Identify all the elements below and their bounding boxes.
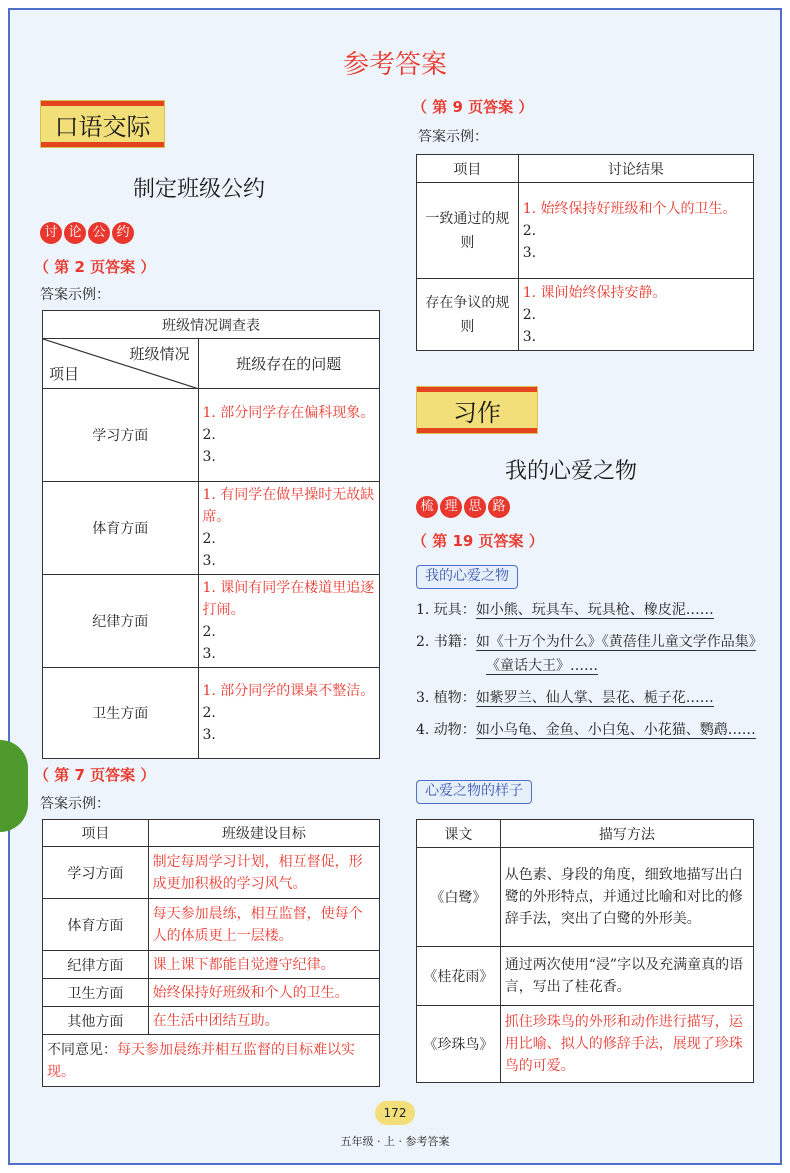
header-bottom-label: 项目 — [49, 365, 80, 383]
table-row — [43, 668, 380, 759]
activity-tag-char: 约 — [112, 222, 134, 244]
list-text: 如紫罗兰、仙人掌、昙花、栀子花…… — [475, 690, 714, 706]
answer-3: 3. — [202, 553, 216, 569]
page-number: 172 — [375, 1101, 415, 1125]
answer-1: 1. 课间有同学在楼道里追逐打闹。 — [202, 580, 375, 618]
table-row — [43, 1007, 380, 1035]
section-banner-oral — [40, 100, 165, 148]
header-col2: 讨论结果 — [518, 155, 753, 183]
row-item: 卫生方面 — [43, 668, 199, 759]
row-item: 纪律方面 — [43, 951, 149, 979]
activity-tag-char: 理 — [440, 496, 462, 518]
row-item: 卫生方面 — [43, 979, 149, 1007]
header-col1: 项目 — [43, 820, 149, 847]
answer-3: 3. — [522, 328, 537, 345]
page-ref-p2: （ 第 2 页答案 ） — [34, 258, 156, 276]
lesson-title: 制定班级公约 — [133, 177, 266, 202]
footer-text: 五年级 · 上 · 参考答案 — [340, 1135, 450, 1148]
page-ref-p9: （ 第 9 页答案 ） — [412, 98, 534, 116]
header-col1: 课文 — [417, 820, 501, 848]
section-banner-writing — [416, 386, 538, 434]
diagonal-header-cell — [43, 339, 199, 389]
table-row — [417, 183, 754, 279]
list-label: 3. 植物： — [416, 690, 476, 706]
activity-tag-char: 路 — [488, 496, 510, 518]
page-title: 参考答案 — [342, 50, 447, 80]
table-row — [43, 1035, 380, 1087]
answer-1: 1. 始终保持好班级和个人的卫生。 — [522, 200, 737, 217]
row-goal: 课上课下都能自觉遵守纪律。 — [148, 951, 379, 979]
description-method-table — [416, 819, 754, 1083]
activity-tag-char: 思 — [464, 496, 486, 518]
row-goal: 始终保持好班级和个人的卫生。 — [148, 979, 379, 1007]
answer-2: 2. — [202, 531, 216, 547]
dissent-label: 不同意见： — [47, 1041, 117, 1058]
row-item: 学习方面 — [43, 389, 199, 482]
header-col1: 项目 — [417, 155, 519, 183]
table-row — [43, 847, 380, 899]
table-row — [43, 899, 380, 951]
row-item: 体育方面 — [43, 899, 149, 951]
list-text: 如《十万个为什么》《黄蓓佳儿童文学作品集》《童话大王》…… — [475, 634, 756, 674]
list-label: 1. 玩具： — [416, 602, 476, 618]
header-top-label: 班级情况 — [129, 345, 190, 363]
answer-2: 2. — [202, 624, 216, 640]
list-text: 如小熊、玩具车、玩具枪、橡皮泥…… — [475, 602, 714, 618]
answer-1: 1. 课间始终保持安静。 — [522, 284, 667, 301]
example-label: 答案示例： — [40, 287, 110, 303]
page-ref-p7: （ 第 7 页答案 ） — [34, 766, 156, 784]
header-col2: 班级存在的问题 — [198, 339, 380, 389]
activity-tag — [40, 222, 134, 244]
list-label: 4. 动物： — [416, 722, 476, 738]
answer-3: 3. — [202, 727, 216, 743]
table-row — [417, 947, 754, 1006]
list-label: 2. 书籍： — [416, 634, 476, 650]
list-item — [416, 718, 756, 742]
answer-2: 2. — [522, 222, 537, 239]
example-label: 答案示例： — [418, 129, 488, 145]
section-banner-label: 习作 — [453, 398, 501, 427]
answer-2: 2. — [202, 427, 216, 443]
dissent-cell — [43, 1035, 380, 1087]
answer-2: 2. — [202, 705, 216, 721]
row-item: 学习方面 — [43, 847, 149, 899]
activity-tag-char: 公 — [88, 222, 110, 244]
row-text: 《白鹭》 — [417, 848, 501, 947]
section-banner-label: 口语交际 — [54, 112, 151, 141]
row-text: 《珍珠鸟》 — [417, 1006, 501, 1083]
table-row — [417, 1006, 754, 1083]
answer-1: 1. 部分同学存在偏科现象。 — [202, 405, 375, 421]
row-item: 一致通过的规则 — [417, 183, 519, 279]
answer-1: 1. 部分同学的课桌不整洁。 — [202, 683, 375, 699]
row-goal: 制定每周学习计划，相互督促，形成更加积极的学习风气。 — [148, 847, 379, 899]
table-row — [43, 389, 380, 482]
list-text: 如小乌龟、金鱼、小白兔、小花猫、鹦鹉…… — [475, 722, 756, 738]
activity-tag — [416, 496, 510, 518]
table-title: 班级情况调查表 — [43, 311, 380, 339]
row-item: 纪律方面 — [43, 575, 199, 668]
table-row — [43, 575, 380, 668]
header-col2: 描写方法 — [500, 820, 753, 848]
subsection-tag-appearance: 心爱之物的样子 — [416, 780, 532, 804]
header-col2: 班级建设目标 — [148, 820, 379, 847]
row-item: 存在争议的规则 — [417, 279, 519, 351]
activity-tag-char: 讨 — [40, 222, 62, 244]
answer-3: 3. — [522, 244, 537, 261]
row-text: 《桂花雨》 — [417, 947, 501, 1006]
answer-2: 2. — [522, 306, 537, 323]
discussion-result-table — [416, 154, 754, 351]
table-row — [43, 979, 380, 1007]
activity-tag-char: 梳 — [416, 496, 438, 518]
activity-tag-char: 论 — [64, 222, 86, 244]
page-ref-p19: （ 第 19 页答案 ） — [412, 532, 544, 550]
row-method: 通过两次使用“浸”字以及充满童真的语言，写出了桂花香。 — [500, 947, 753, 1006]
row-method: 从色素、身段的角度，细致地描写出白鹭的外形特点，并通过比喻和对比的修辞手法，突出了白鹭的外形美。 — [500, 848, 753, 947]
subsection-tag-favorite: 我的心爱之物 — [416, 565, 518, 589]
example-label: 答案示例： — [40, 796, 110, 812]
table-row — [417, 848, 754, 947]
table-row — [43, 482, 380, 575]
row-goal: 在生活中团结互助。 — [148, 1007, 379, 1035]
list-item — [416, 598, 756, 622]
class-goal-table — [42, 819, 380, 1087]
table-row — [417, 279, 754, 351]
row-goal: 每天参加晨练，相互监督，使每个人的体质更上一层楼。 — [148, 899, 379, 951]
list-item — [416, 630, 756, 678]
row-item: 体育方面 — [43, 482, 199, 575]
table-row — [43, 951, 380, 979]
answer-1: 1. 有同学在做早操时无故缺席。 — [202, 487, 375, 525]
row-method: 抓住珍珠鸟的外形和动作进行描写，运用比喻、拟人的修辞手法，展现了珍珠鸟的可爱。 — [500, 1006, 753, 1083]
answer-3: 3. — [202, 449, 216, 465]
dissent-text: 每天参加晨练并相互监督的目标难以实现。 — [47, 1041, 355, 1080]
list-item — [416, 686, 756, 710]
class-survey-table — [42, 310, 380, 759]
lesson-title: 我的心爱之物 — [505, 459, 638, 484]
answer-3: 3. — [202, 646, 216, 662]
edge-tab-decoration — [0, 740, 28, 832]
row-item: 其他方面 — [43, 1007, 149, 1035]
